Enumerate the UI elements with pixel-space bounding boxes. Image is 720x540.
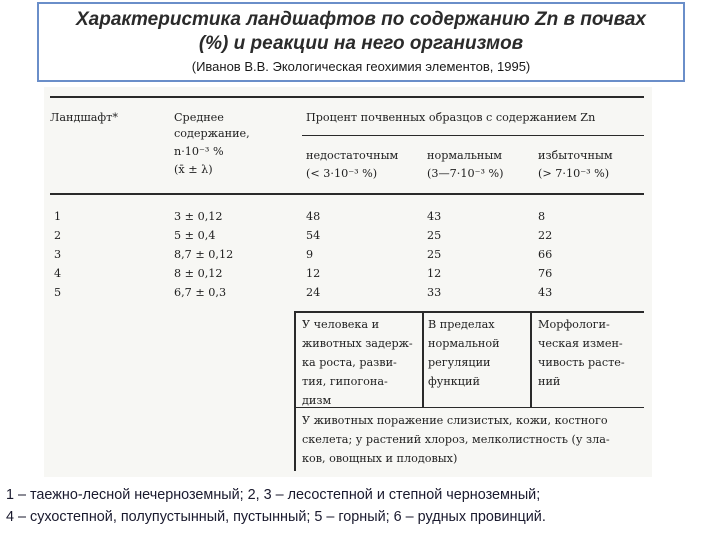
- percent-underline: [302, 135, 644, 136]
- header-high-1: избыточным: [538, 149, 613, 162]
- legend-line-1: 1 – таежно-лесной нечерноземный; 2, 3 – лесостепной и степной черноземный;: [6, 487, 541, 503]
- table-top-rule: [50, 96, 644, 98]
- row-1-low: 48: [306, 210, 321, 223]
- header-bottom-rule: [50, 193, 644, 195]
- header-low-1: недостаточным: [306, 149, 399, 162]
- row-1-norm: 43: [427, 210, 442, 223]
- title-source: (Иванов В.В. Экологическая геохимия элементов, 1995): [191, 59, 531, 74]
- row-2-high: 22: [538, 229, 553, 242]
- reaction-high-3: чивость расте-: [538, 356, 625, 369]
- title-box: [37, 2, 685, 82]
- legend-footer: [0, 484, 720, 528]
- reaction-excess-2: скелета; у растений хлороз, мелколистность (у зла-: [302, 433, 610, 446]
- reaction-norm-2: нормальной: [428, 337, 500, 350]
- header-avg-4: (x̄ ± λ): [174, 163, 213, 176]
- row-3-landscape: 3: [54, 248, 62, 261]
- row-4-low: 12: [306, 267, 321, 280]
- reaction-divider-middle: [422, 311, 424, 407]
- row-5-high: 43: [538, 286, 553, 299]
- title-line-2: (%) и реакции на него организмов: [198, 33, 524, 54]
- reaction-low-5: дизм: [302, 394, 332, 407]
- row-5-avg: 6,7 ± 0,3: [174, 286, 227, 299]
- header-high-2: (> 7·10⁻³ %): [538, 167, 610, 180]
- row-4-norm: 12: [427, 267, 442, 280]
- reaction-excess-1: У животных поражение слизистых, кожи, костного: [302, 414, 608, 427]
- row-1-landscape: 1: [54, 210, 62, 223]
- header-norm-1: нормальным: [427, 149, 502, 162]
- row-5-norm: 33: [427, 286, 442, 299]
- reaction-divider-left: [294, 311, 296, 471]
- title-line-1: Характеристика ландшафтов по содержанию Zn в почвах: [76, 9, 646, 30]
- header-avg-1: Среднее: [174, 111, 224, 124]
- row-4-high: 76: [538, 267, 553, 280]
- row-3-high: 66: [538, 248, 553, 261]
- row-1-avg: 3 ± 0,12: [174, 210, 223, 223]
- reaction-high-4: ний: [538, 375, 561, 388]
- row-2-avg: 5 ± 0,4: [174, 229, 216, 242]
- row-3-low: 9: [306, 248, 314, 261]
- reaction-norm-3: регуляции: [428, 356, 491, 369]
- row-3-avg: 8,7 ± 0,12: [174, 248, 234, 261]
- legend-line-2: 4 – сухостепной, полупустынный, пустынный; 5 – горный; 6 – рудных провинций.: [6, 509, 546, 525]
- header-norm-2: (3—7·10⁻³ %): [427, 167, 504, 180]
- reaction-high-2: ческая измен-: [538, 337, 623, 350]
- reaction-excess-3: ков, овощных и плодовых): [302, 452, 458, 465]
- reaction-norm-1: В пределах: [428, 318, 495, 331]
- excess-top-rule: [294, 407, 644, 408]
- reaction-low-4: тия, гипогона-: [302, 375, 388, 388]
- header-percent: Процент почвенных образцов с содержанием Zn: [306, 111, 596, 124]
- scanned-table: [44, 87, 652, 477]
- reaction-low-2: животных задерж-: [302, 337, 413, 350]
- row-1-high: 8: [538, 210, 546, 223]
- reaction-divider-right: [530, 311, 532, 407]
- row-5-landscape: 5: [54, 286, 62, 299]
- row-3-norm: 25: [427, 248, 442, 261]
- reaction-norm-4: функций: [428, 375, 480, 388]
- header-avg-3: n·10⁻³ %: [174, 145, 224, 158]
- row-2-landscape: 2: [54, 229, 62, 242]
- header-landscape: Ландшафт*: [50, 111, 118, 124]
- row-4-landscape: 4: [54, 267, 62, 280]
- header-avg-2: содержание,: [174, 127, 250, 140]
- reaction-low-3: ка роста, разви-: [302, 356, 397, 369]
- row-5-low: 24: [306, 286, 321, 299]
- reaction-low-1: У человека и: [302, 318, 380, 331]
- data-bottom-rule: [294, 311, 644, 313]
- row-4-avg: 8 ± 0,12: [174, 267, 223, 280]
- row-2-norm: 25: [427, 229, 442, 242]
- reaction-high-1: Морфологи-: [538, 318, 610, 331]
- row-2-low: 54: [306, 229, 321, 242]
- header-low-2: (< 3·10⁻³ %): [306, 167, 378, 180]
